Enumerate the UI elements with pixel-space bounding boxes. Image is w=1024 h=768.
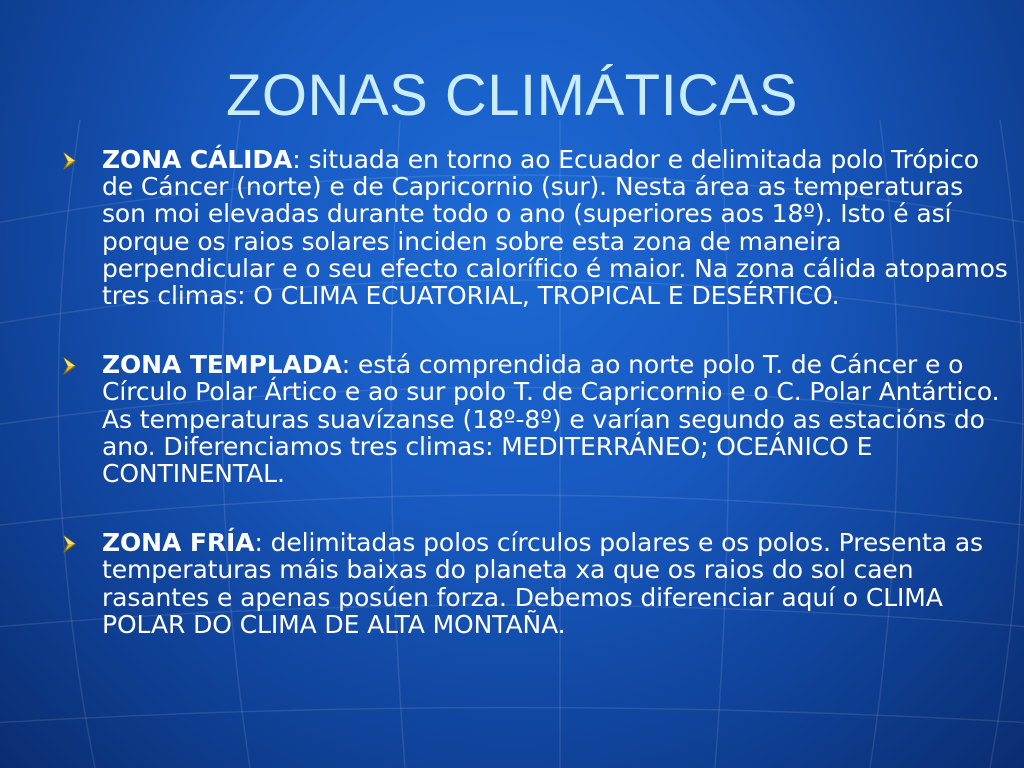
bullet-description: : situada en torno ao Ecuador e delimitada polo Trópico de Cáncer (norte) e de Capricornio (sur). Nesta área as temperaturas son moi elevadas durante todo o ano (superiores aos 18º). Isto é así porque os raios solares inciden sobre esta zona de maneira perpendicular e o seu efecto calorífico é maior. Na zona cálida atopamos tres climas: O CLIMA ECUATORIAL, TROPICAL E DESÉRTICO. <box>102 145 1008 311</box>
bullet-item-zona-templada <box>58 351 1008 487</box>
arrow-bullet-icon <box>58 354 82 378</box>
arrow-bullet-icon <box>58 149 82 173</box>
arrow-bullet-icon <box>58 532 82 556</box>
bullet-text <box>102 146 1008 309</box>
bullet-list <box>58 146 1008 680</box>
bullet-text <box>102 351 1008 487</box>
bullet-item-zona-fria <box>58 529 1008 638</box>
bullet-description: : está comprendida ao norte polo T. de Cáncer e o Círculo Polar Ártico e ao sur polo T. de Capricornio e o C. Polar Antártico. As temperaturas suavízanse (18º-8º) e varían segundo as estacións do ano. Diferenciamos tres climas: MEDITERRÁNEO; OCEÁNICO E CONTINENTAL. <box>102 350 1000 489</box>
slide-title: ZONAS CLIMÁTICAS <box>226 63 798 128</box>
bullet-description: : delimitadas polos círculos polares e os polos. Presenta as temperaturas máis baixas do planeta xa que os raios do sol caen rasantes e apenas posúen forza. Debemos diferenciar aquí o CLIMA POLAR DO CLIMA DE ALTA MONTAÑA. <box>102 528 983 639</box>
bullet-item-zona-calida <box>58 146 1008 309</box>
bullet-term: ZONA TEMPLADA <box>102 350 342 380</box>
bullet-text <box>102 529 1008 638</box>
bullet-term: ZONA CÁLIDA <box>102 145 293 174</box>
bullet-term: ZONA FRÍA <box>102 528 255 558</box>
